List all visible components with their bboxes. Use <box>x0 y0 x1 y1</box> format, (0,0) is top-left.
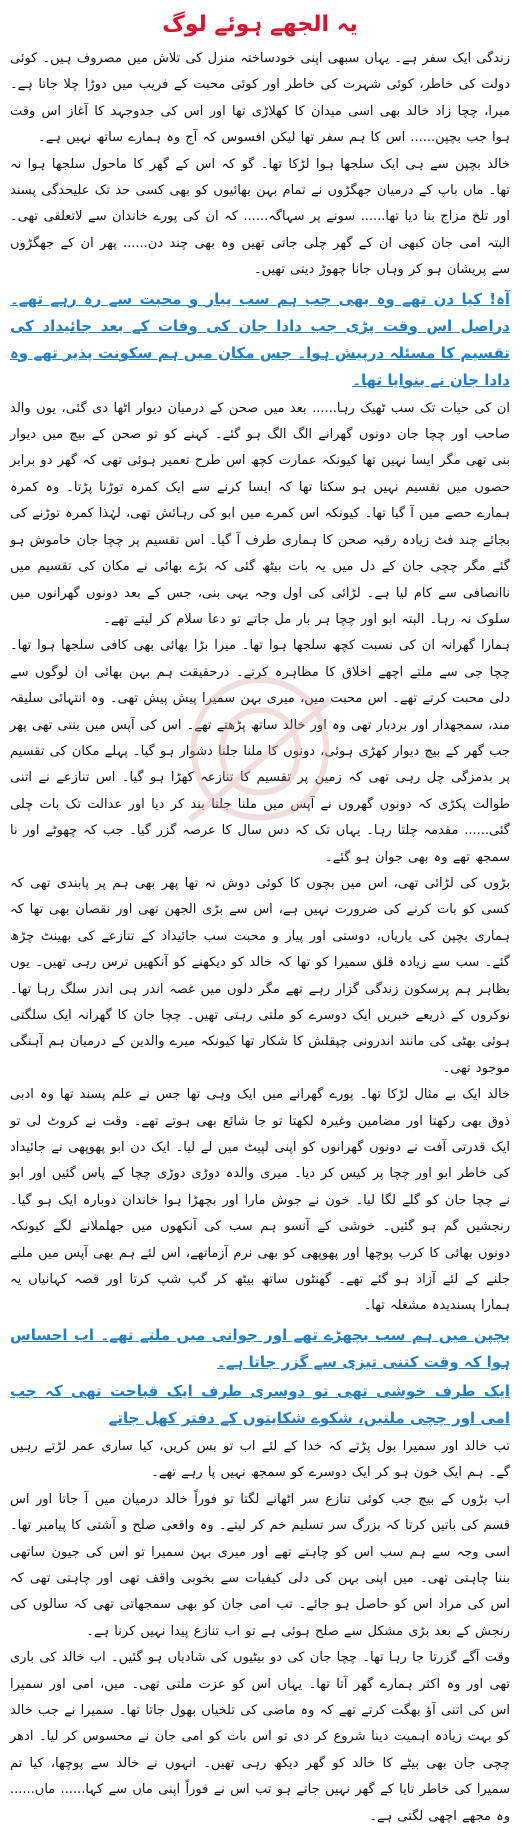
paragraph: وقت آگے گزرتا جا رہا تھا۔ چچا جان کی دو بیٹیوں کی شادیاں ہو گئیں۔ اب خالد کی باری تھی اور وہ اکثر ہمارے گھر آتا تھا۔ یہاں اس کو عزت ملتی تھی۔ میں، امی اور سمیرا اس کی اتنی آؤ بھگت کرتے تھے کہ وہ ماضی کی تلخیاں بھول جاتا تھا۔ سمیرا نے جب خالد کو بہت زیادہ اہمیت دینا شروع کر دی تو اس بات کو امی جان نے محسوس کر لیا۔ ادھر چچی جان بھی بیٹے کا خالد کو گھر دیکھ رہی تھیں۔ انہوں نے خالد سے پوچھا، کیا تم سمیرا کی خاطر تایا کے گھر نہیں جاتے ہو تب اس نے فوراً اپنی ماں سے کہا...... ماں...... وہ مجھے اچھی لگتی ہے۔ <box>10 1650 510 1824</box>
paragraph: ان کی حیات تک سب ٹھیک رہا...... بعد میں صحن کے درمیان دیوار اٹھا دی گئی، یوں والد صاحب اور چچا جان دونوں گھرانے الگ الگ ہو گئے۔ کہنے کو تو صحن کے بیچ میں دیوار بنی تھی مگر ایسا نہیں تھا کیونکہ عمارت کچھ اس طرح تعمیر ہوئی تھی کہ گھر دو برابر حصوں میں تقسیم نہیں ہو سکتا تھا کہ ایسا کرنے سے ایک کمرہ توڑنا پڑتا۔ وہ کمرہ ہمارے حصے میں آ گیا تھا۔ کیونکہ اس کمرے میں ابو کی رہائش تھی، لہٰذا کمرہ توڑنے کی بجائے چند فٹ زیادہ رقبہ صحن کا ہماری طرف آ گیا۔ اس تقسیم پر چچا جان خاموش ہو گئے مگر چچی جان کے دل میں یہ بات بیٹھ گئی کہ بڑے بھائی نے مکان کی تقسیم میں ناانصافی سے کام لیا ہے۔ لڑائی کی اول وجہ یہی بنی، جس کے بعد دونوں گھرانوں میں سلوک نہ رہا۔ البتہ ابو اور چچا ہر بار مل جاتے تو دعا سلام کر لیتے تھے۔ <box>10 400 510 627</box>
highlight-quote: آہ! کیا دن تھے وہ بھی جب ہم سب پیار و محبت سے رہ رہے تھے۔ دراصل اس وقت پڑی جب دادا جان کی وفات کے بعد جائیداد کی تقسیم کا مسئلہ درپیش ہوا۔ جس مکان میں ہم سکونت پذیر تھے وہ دادا جان نے بنوایا تھا۔ <box>10 289 510 389</box>
paragraph: زندگی ایک سفر ہے۔ یہاں سبھی اپنی خودساختہ منزل کی تلاش میں مصروف ہیں۔ کوئی دولت کی خاطر، کوئی شہرت کی خاطر اور کوئی محبت کے فریب میں دوڑا چلا جاتا ہے۔ میرا، چچا زاد خالد بھی اسی میدان کا کھلاڑی تھا اور اس کی جدوجہد کا آغاز اس وقت ہوا جب بچپن...... اس کا ہم سفر تھا لیکن افسوس کہ آج وہ ہمارے ساتھ نہیں ہے۔ <box>10 51 510 146</box>
paragraph: اب بڑوں کے بیچ جب کوئی تنازع سر اٹھانے لگتا تو فوراً خالد درمیان میں آ جاتا اور اس قسم کی باتیں کرتا کہ بزرگ سر تسلیم خم کر لیتے۔ وہ واقعی صلح و آشتی کا پیامبر تھا۔ اسی وجہ سے ہم سب اس کو چاہتے تھے اور میری بہن سمیرا تو اس کی جیون ساتھی بننا چاہتی تھی۔ میں اپنی بہن کی دلی کیفیات سے بخوبی واقف تھی اور چاہتی تھی کہ اس کی مراد اس کو حاصل ہو جائے۔ تب امی جان کو بھی سمجھاتی تھی کہ سالوں کی رنجش کے بعد بڑی مشکل سے صلح ہوئی ہے تو اب تنازع پیدا نہیں کرنا ہے۔ <box>10 1491 510 1639</box>
paragraph: خالد بچپن سے ہی ایک سلجھا ہوا لڑکا تھا۔ گو کہ اس کے گھر کا ماحول سلجھا ہوا نہ تھا۔ ماں باپ کے درمیان جھگڑوں نے تمام بہن بھائیوں کو بھی کسی حد تک علیحدگی پسند اور تلخ مزاج بنا دیا تھا...... سونے پر سہاگہ...... کہ ان کی پورے خاندان سے لاتعلقی تھی۔ البتہ امی جان کبھی ان کے گھر چلی جاتی تھیں وہ بھی چند دن...... پھر ان کے جھگڑوں سے پریشان ہو کر وہاں جانا چھوڑ دیتی تھیں۔ <box>10 156 510 278</box>
highlight-quote: ایک طرف خوشی تھی تو دوسری طرف ایک قباحت تھی کہ جب امی اور چچی ملتیں، شکوے شکایتوں کے دفتر کھل جاتے <box>10 1381 510 1427</box>
paragraph: تب خالد اور سمیرا بول پڑتے کہ خدا کے لئے اب تو بس کریں، کیا ساری عمر لڑتے رہیں گے۔ ہم ایک خون ہو کر ایک دوسرے کو سمجھ نہیں پا رہے تھے۔ <box>10 1438 510 1481</box>
highlight-quote: بچپن میں ہم سب بچھڑے تھے اور جوانی میں ملتے تھے۔ اب احساس ہوا کہ وقت کتنی تیزی سے گزر جاتا ہے۔ <box>10 1325 510 1371</box>
paragraph: ہمارا گھرانہ ان کی نسبت کچھ سلجھا ہوا تھا۔ میرا بڑا بھائی بھی کافی سلجھا ہوا تھا۔ چچا جی سے ملتے اچھے اخلاق کا مظاہرہ کرتے۔ درحقیقت ہم بہن بھائی ان لوگوں سے دلی محبت کرتے تھے۔ اس محبت میں، میری بہن سمیرا پیش پیش تھی۔ وہ انتہائی سلیقہ مند، سمجھدار اور بردبار تھی وہ اور خالد ساتھ پڑھتے تھے۔ اس کی آپس میں بنتی تھی پھر جب گھر کے بیچ دیوار کھڑی ہوئی، دونوں کا ملنا جلنا دشوار ہو گیا۔ پہلے مکان کی تقسیم پر بدمزگی چل رہی تھی کہ زمین پر تقسیم کا تنازعہ کھڑا ہو گیا۔ اس تنازعے نے اتنی طوالت پکڑی کہ دونوں گھروں نے آپس میں ملنا جلنا بند کر دیا اور عدالت تک بات چلی گئی...... مقدمہ چلتا رہا۔ یہاں تک کہ دس سال کا عرصہ گزر گیا۔ جب کہ چھوٹے اور نا سمجھ تھے وہ بھی جوان ہو گئے۔ <box>10 638 510 865</box>
paragraph: خالد ایک بے مثال لڑکا تھا۔ پورے گھرانے میں ایک وہی تھا جس نے علم پسند تھا وہ ادبی ذوق بھی رکھتا اور مضامین وغیرہ لکھتا تو جا شائع بھی ہوتے تھے۔ وقت نے کروٹ لی تو ایک قدرتی آفت نے دونوں گھرانوں کو اپنی لپیٹ میں لے لیا۔ ایک دن ابو پھوپھی نے جائیداد کی خاطر ابو اور چچا پر کیس کر دیا۔ میری والدہ دوڑی دوڑی چچا کے پاس گئیں اور ابو نے چچا جان کو گلے لگا لیا۔ خون نے جوش مارا اور بچھڑا ہوا خاندان دوبارہ ایک ہو گیا۔ رنجشیں گم ہو گئیں۔ خوشی کے آنسو ہم سب کی آنکھوں میں جھلملانے لگے کیونکہ دونوں بھائی کا کرب پوچھا اور پھوپھی کو بھی نرم آزماتھے، اس لئے ہم بھی آپس میں ملنے جلنے کے لئے آزاد ہو گئے تھے۔ گھنٹوں ساتھ بیٹھ کر گپ شپ کرتا اور قصہ کہانیاں یہ ہمارا پسندیدہ مشغلہ تھا۔ <box>10 1087 510 1314</box>
article-title: یہ الجھے ہوئے لوگ <box>162 12 358 37</box>
paragraph: بڑوں کی لڑائی تھی، اس میں بچوں کا کوئی دوش نہ تھا پھر بھی ہم پر پابندی تھی کہ کسی کو بات کرنے کی ضرورت نہیں ہے، اس سے بڑی الجھن تھی اور نقصان بھی تھا کہ ہماری بچپن کی یاریاں، دوستی اور پیار و محبت سب جائیداد کے تنازعے کی بھینٹ چڑھ گئے۔ سب سے زیادہ قلق سمیرا کو تھا کہ خالد کو دیکھنے کو آنکھیں ترس رہی تھیں۔ یوں بظاہر ہم پرسکون زندگی گزار رہے تھے مگر دلوں میں غصہ اندر ہی اندر سلگ رہا تھا۔ نوکروں کے ذریعے خبریں ایک دوسرے کو ملتی رہتی تھیں۔ چچا جان کا گھرانہ ایک سلگتی ہوئی بھٹی کی مانند اندرونی چپقلش کا شکار تھا کیونکہ میرے والدین کے درمیان ہم آہنگی موجود تھی۔ <box>10 875 510 1076</box>
